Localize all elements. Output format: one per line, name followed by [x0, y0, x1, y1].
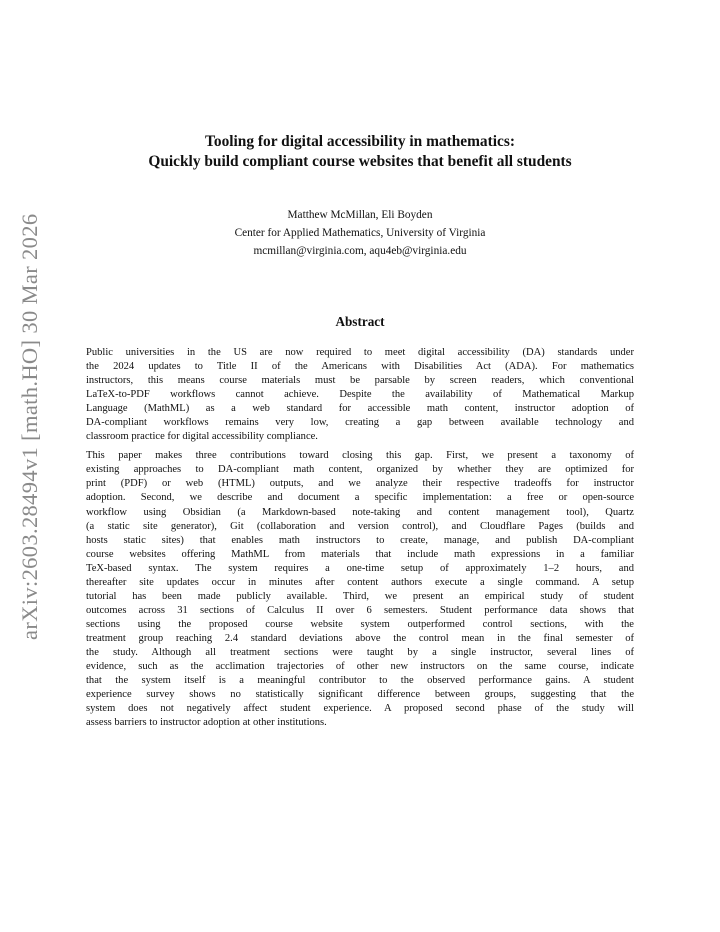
abstract-line: the study. Although all treatment sections were taught by a single instructor, several lines of — [86, 646, 634, 658]
abstract-line: Public universities in the US are now required to meet digital accessibility (DA) standards under — [86, 347, 634, 358]
abstract-line: (a static site generator), Git (collaboration and version control), and Cloudflare Pages (builds and — [86, 520, 634, 532]
abstract-line: Language (MathML) as a web standard for accessible math content, instructor adoption of — [86, 403, 634, 415]
abstract-line: existing approaches to DA-compliant math content, organized by whether they are optimized for — [86, 464, 634, 476]
abstract-line: instructors, this means course materials must be parsable by screen readers, which conventional — [86, 375, 634, 387]
arxiv-identifier-stamp: arXiv:2603.28494v1 [math.HO] 30 Mar 2026 — [17, 213, 42, 640]
abstract-line: tutorial has been made publicly available. Third, we present an empirical study of student — [86, 590, 634, 602]
title-line-1: Tooling for digital accessibility in mathematics: — [205, 133, 515, 150]
author-block — [88, 206, 632, 260]
abstract-line: course websites offering MathML from materials that include math expressions in a familiar — [86, 548, 634, 560]
abstract-line: DA-compliant workflows remains very low, creating a gap between available technology and — [86, 417, 634, 429]
abstract-line: sections using the proposed course website system outperformed control sections, with the — [86, 618, 634, 630]
author-affiliation: Center for Applied Mathematics, University of Virginia — [234, 227, 486, 239]
abstract-paragraph-1 — [86, 346, 634, 444]
abstract-line: TeX-based syntax. The system requires a one-time setup of approximately 1–2 hours, and — [86, 562, 634, 574]
abstract-line: workflow using Obsidian (a Markdown-based note-taking and content management tool), Quartz — [86, 506, 634, 518]
abstract-line: hosts static sites) that enables math instructors to create, manage, and publish DA-compliant — [86, 534, 634, 546]
abstract-line: that the system itself is a meaningful contributor to the observed performance gains. A student — [86, 675, 634, 687]
abstract-heading: Abstract — [335, 314, 385, 329]
author-emails: mcmillan@virginia.com, aqu4eb@virginia.edu — [253, 245, 467, 257]
abstract-body — [86, 346, 634, 735]
abstract-line: classroom practice for digital accessibility compliance. — [86, 431, 318, 443]
abstract-paragraph-2 — [86, 449, 634, 730]
author-names: Matthew McMillan, Eli Boyden — [287, 209, 433, 221]
abstract-line: system does not negatively affect student experience. A proposed second phase of the study will — [86, 703, 634, 715]
title-line-2: Quickly build compliant course websites that benefit all students — [148, 153, 572, 170]
abstract-line: adoption. Second, we describe and document a specific implementation: a free or open-source — [86, 492, 634, 504]
abstract-line: outcomes across 31 sections of Calculus II over 6 semesters. Student performance data shows that — [86, 604, 634, 616]
paper-title — [88, 132, 632, 172]
abstract-line: print (PDF) or web (HTML) outputs, and we analyze their respective tradeoffs for instructor — [86, 478, 634, 490]
abstract-line: This paper makes three contributions toward closing this gap. First, we present a taxonomy of — [86, 450, 634, 462]
abstract-line: experience survey shows no statistically significant difference between groups, suggesting that the — [86, 689, 634, 701]
abstract-line: assess barriers to instructor adoption at other institutions. — [86, 717, 327, 729]
abstract-line: LaTeX-to-PDF workflows cannot achieve. Despite the availability of Mathematical Markup — [86, 389, 634, 401]
abstract-line: treatment group reaching 2.4 standard deviations above the control mean in the final semester of — [86, 632, 634, 644]
abstract-line: the 2024 updates to Title II of the Americans with Disabilities Act (ADA). For mathematics — [86, 361, 634, 373]
abstract-line: evidence, such as the acclimation trajectories of other new instructors on the same course, indicate — [86, 661, 634, 673]
abstract-line: thereafter site updates occur in minutes after content authors execute a single command. A setup — [86, 576, 634, 588]
